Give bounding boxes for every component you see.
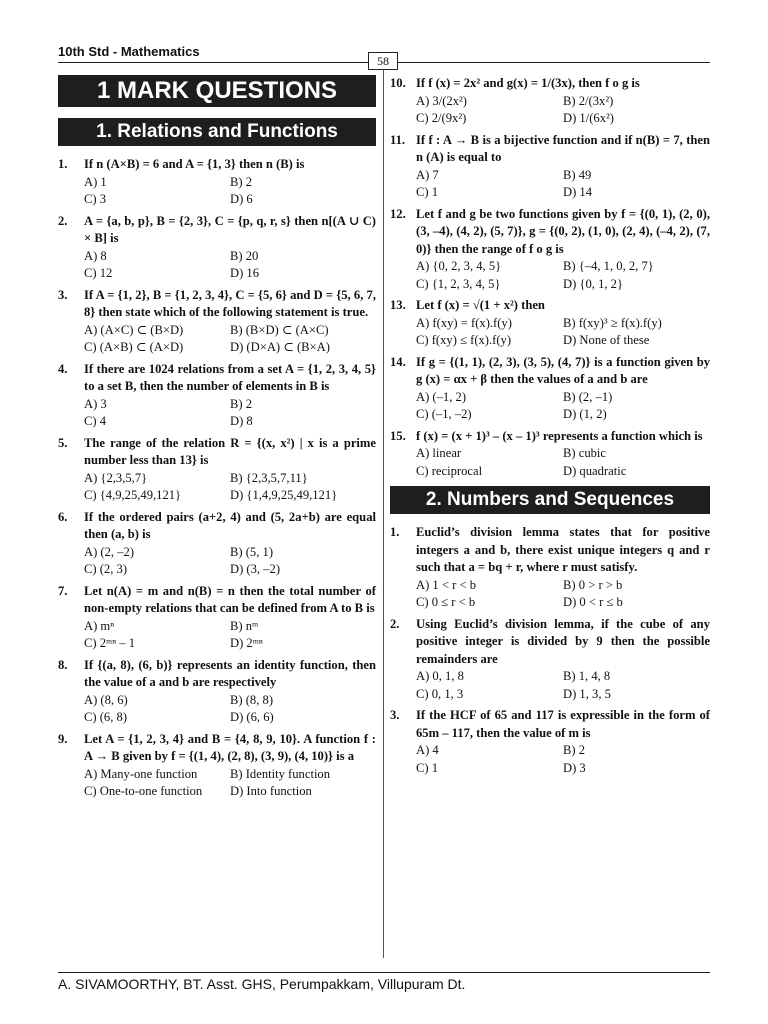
- answer-option: B) 2: [230, 396, 253, 411]
- answer-option: A) mⁿ: [84, 618, 115, 633]
- answer-option: B) cubic: [563, 446, 607, 460]
- answer-option: C) reciprocal: [416, 463, 483, 478]
- answer-option: A) 3/(2x²): [416, 93, 467, 108]
- answer-option: B) 20: [230, 248, 259, 263]
- question-number: 7.: [58, 583, 68, 598]
- answer-option: D) quadratic: [563, 463, 627, 478]
- question-item: [58, 657, 376, 727]
- answer-option: D) 16: [230, 266, 260, 280]
- answer-option: A) (–1, 2): [416, 389, 467, 404]
- answer-option: D) 14: [563, 185, 593, 199]
- answer-option: C) (A×B) ⊂ (A×D): [84, 340, 184, 354]
- answer-option: D) None of these: [563, 333, 650, 347]
- question-number: 8.: [58, 657, 68, 672]
- question-number: 6.: [58, 509, 68, 524]
- answer-option: B) 2/(3x²): [563, 93, 614, 108]
- answer-option: D) {0, 1, 2}: [563, 276, 624, 291]
- question-text: Let A = {1, 2, 3, 4} and B = {4, 8, 9, 10}. A function f : A → B given by f = {(1, 4), (2, 8), (3, 9), (4, 10)} is a: [84, 731, 376, 763]
- option-grid: [416, 315, 710, 350]
- question-number: 1.: [390, 525, 400, 539]
- question-item: [390, 132, 710, 202]
- answer-option: B) {–4, 1, 0, 2, 7}: [563, 259, 654, 273]
- answer-option: B) Identity function: [230, 766, 331, 781]
- question-item: [58, 213, 376, 283]
- answer-option: B) nᵐ: [230, 618, 259, 633]
- question-list-relations-continued: [390, 75, 710, 480]
- question-item: [58, 156, 376, 209]
- left-column: [58, 75, 376, 805]
- answer-option: C) One-to-one function: [84, 784, 203, 798]
- answer-option: B) f(xy)³ ≥ f(x).f(y): [563, 315, 662, 330]
- answer-option: B) {2,3,5,7,11}: [230, 470, 308, 485]
- answer-option: D) 2ᵐⁿ: [230, 636, 263, 650]
- option-grid: [84, 470, 376, 505]
- question-number: 4.: [58, 361, 68, 376]
- question-number: 15.: [390, 428, 406, 443]
- question-text: The range of the relation R = {(x, x²) | x is a prime number less than 13} is: [84, 435, 376, 467]
- option-grid: [416, 258, 710, 293]
- question-text: A = {a, b, p}, B = {2, 3}, C = {p, q, r, s} then n[(A ∪ C) × B] is: [84, 213, 376, 245]
- option-grid: [416, 389, 710, 424]
- question-text: If n (A×B) = 6 and A = {1, 3} then n (B) is: [84, 157, 305, 171]
- question-text: If there are 1024 relations from a set A = {1, 2, 3, 4, 5} to a set B, then the number of elements in B is: [84, 361, 376, 393]
- option-grid: [84, 692, 376, 727]
- answer-option: B) (8, 8): [230, 692, 274, 707]
- question-list-numbers: [390, 524, 710, 777]
- answer-option: C) 2ᵐⁿ – 1: [84, 636, 136, 650]
- answer-option: D) 1, 3, 5: [563, 686, 611, 701]
- question-text: If g = {(1, 1), (2, 3), (3, 5), (4, 7)} is a function given by g (x) = αx + β then the values of a and b are: [416, 354, 710, 386]
- option-grid: [84, 248, 376, 283]
- answer-option: A) (2, –2): [84, 544, 135, 559]
- page-number: 58: [368, 52, 398, 70]
- question-item: [58, 583, 376, 653]
- answer-option: A) 1 < r < b: [416, 577, 477, 592]
- question-text: Euclid’s division lemma states that for positive integers a and b, there exist unique integers q and r such that a = bq + r, where r must satisfy.: [416, 525, 710, 574]
- option-grid: [416, 445, 710, 480]
- question-number: 9.: [58, 731, 68, 746]
- answer-option: A) 4: [416, 743, 439, 757]
- answer-option: A) 7: [416, 167, 439, 182]
- answer-option: A) 0, 1, 8: [416, 669, 464, 683]
- answer-option: D) 6: [230, 192, 253, 206]
- option-grid: [84, 322, 376, 357]
- question-number: 12.: [390, 206, 406, 221]
- question-text: If the ordered pairs (a+2, 4) and (5, 2a+b) are equal then (a, b) is: [84, 509, 376, 541]
- question-number: 11.: [390, 132, 406, 147]
- question-item: [390, 524, 710, 612]
- question-text: Using Euclid’s division lemma, if the cube of any positive integer is divided by 9 then the possible remainders are: [416, 616, 710, 666]
- option-grid: [416, 577, 710, 612]
- answer-option: C) 12: [84, 266, 113, 280]
- question-item: [390, 616, 710, 704]
- answer-option: D) (D×A) ⊂ (B×A): [230, 340, 330, 354]
- footer-credit: A. SIVAMOORTHY, BT. Asst. GHS, Perumpakkam, Villupuram Dt.: [58, 976, 466, 992]
- answer-option: D) 0 < r ≤ b: [563, 595, 623, 609]
- question-text: Let f (x) = √(1 + x²) then: [416, 298, 545, 312]
- question-list-relations: [58, 156, 376, 801]
- answer-option: D) (6, 6): [230, 710, 274, 724]
- question-text: Let n(A) = m and n(B) = n then the total number of non-empty relations that can be defined from A to B is: [84, 583, 376, 615]
- question-item: [390, 707, 710, 777]
- answer-option: A) 8: [84, 248, 107, 263]
- answer-option: B) 0 > r > b: [563, 577, 623, 592]
- question-item: [390, 206, 710, 294]
- answer-option: C) f(xy) ≤ f(x).f(y): [416, 333, 512, 347]
- answer-option: A) {0, 2, 3, 4, 5}: [416, 259, 502, 273]
- question-item: [390, 428, 710, 481]
- option-grid: [84, 174, 376, 209]
- footer-rule: [58, 972, 710, 973]
- answer-option: A) linear: [416, 446, 462, 460]
- answer-option: D) Into function: [230, 784, 312, 798]
- question-number: 2.: [390, 616, 400, 631]
- question-text: If A = {1, 2}, B = {1, 2, 3, 4}, C = {5, 6} and D = {5, 6, 7, 8} then state which of the following statement is true.: [84, 287, 376, 319]
- section-title-relations: 1. Relations and Functions: [58, 118, 376, 146]
- answer-option: A) 3: [84, 396, 107, 411]
- option-grid: [416, 93, 710, 128]
- column-divider: [383, 70, 384, 958]
- question-number: 3.: [390, 708, 400, 722]
- question-number: 2.: [58, 213, 68, 228]
- question-number: 10.: [390, 76, 406, 90]
- answer-option: D) (3, –2): [230, 562, 281, 576]
- answer-option: D) (1, 2): [563, 407, 607, 421]
- answer-option: B) 49: [563, 167, 592, 182]
- answer-option: C) 1: [416, 185, 439, 199]
- answer-option: B) 2: [563, 743, 586, 757]
- question-item: [58, 731, 376, 801]
- answer-option: A) (8, 6): [84, 692, 128, 707]
- answer-option: C) 2/(9x²): [416, 111, 467, 125]
- question-text: If {(a, 8), (6, b)} represents an identity function, then the value of a and b are respectively: [84, 657, 376, 689]
- answer-option: C) (6, 8): [84, 710, 128, 724]
- main-title: 1 MARK QUESTIONS: [58, 75, 376, 107]
- question-text: If f : A → B is a bijective function and if n(B) = 7, then n (A) is equal to: [416, 132, 710, 164]
- question-text: Let f and g be two functions given by f = {(0, 1), (2, 0), (3, –4), (4, 2), (5, 7)}, g = {(0, 2), (1, 0), (2, 4), (–4, 2), (7, 0)} then the range of f o g is: [416, 206, 710, 256]
- answer-option: C) (2, 3): [84, 562, 128, 576]
- option-grid: [84, 766, 376, 801]
- question-item: [390, 354, 710, 424]
- question-number: 5.: [58, 435, 68, 450]
- question-item: [58, 435, 376, 505]
- answer-option: C) {4,9,25,49,121}: [84, 488, 182, 502]
- answer-option: B) 2: [230, 174, 253, 189]
- answer-option: A) {2,3,5,7}: [84, 470, 148, 485]
- option-grid: [416, 742, 710, 777]
- answer-option: C) 1: [416, 760, 439, 775]
- right-column: [390, 75, 710, 781]
- header-subject: 10th Std - Mathematics: [58, 44, 200, 59]
- question-text: If the HCF of 65 and 117 is expressible in the form of 65m – 117, then the value of m is: [416, 708, 710, 740]
- answer-option: D) {1,4,9,25,49,121}: [230, 488, 338, 502]
- question-number: 3.: [58, 287, 68, 302]
- question-number: 1.: [58, 157, 68, 171]
- answer-option: A) (A×C) ⊂ (B×D): [84, 322, 184, 337]
- answer-option: C) 0 ≤ r < b: [416, 595, 476, 609]
- answer-option: C) 0, 1, 3: [416, 686, 464, 701]
- answer-option: C) 4: [84, 414, 107, 428]
- answer-option: D) 3: [563, 760, 586, 775]
- question-item: [58, 509, 376, 579]
- question-item: [58, 287, 376, 357]
- question-text: If f (x) = 2x² and g(x) = 1/(3x), then f o g is: [416, 76, 640, 90]
- answer-option: B) (B×D) ⊂ (A×C): [230, 322, 329, 337]
- answer-option: A) 1: [84, 174, 107, 189]
- answer-option: B) (5, 1): [230, 544, 274, 559]
- answer-option: B) (2, –1): [563, 389, 613, 404]
- question-item: [58, 361, 376, 431]
- option-grid: [416, 167, 710, 202]
- section-title-numbers: 2. Numbers and Sequences: [390, 486, 710, 514]
- question-number: 13.: [390, 298, 406, 312]
- option-grid: [84, 396, 376, 431]
- question-item: [390, 297, 710, 350]
- question-text: f (x) = (x + 1)³ – (x – 1)³ represents a function which is: [416, 428, 703, 443]
- option-grid: [416, 668, 710, 703]
- answer-option: C) 3: [84, 192, 107, 206]
- answer-option: B) 1, 4, 8: [563, 669, 611, 683]
- answer-option: D) 8: [230, 414, 253, 428]
- answer-option: A) Many-one function: [84, 766, 198, 781]
- question-item: [390, 75, 710, 128]
- question-number: 14.: [390, 354, 406, 369]
- option-grid: [84, 618, 376, 653]
- answer-option: A) f(xy) = f(x).f(y): [416, 315, 512, 330]
- answer-option: D) 1/(6x²): [563, 111, 614, 125]
- option-grid: [84, 544, 376, 579]
- answer-option: C) {1, 2, 3, 4, 5}: [416, 276, 501, 291]
- answer-option: C) (–1, –2): [416, 407, 472, 421]
